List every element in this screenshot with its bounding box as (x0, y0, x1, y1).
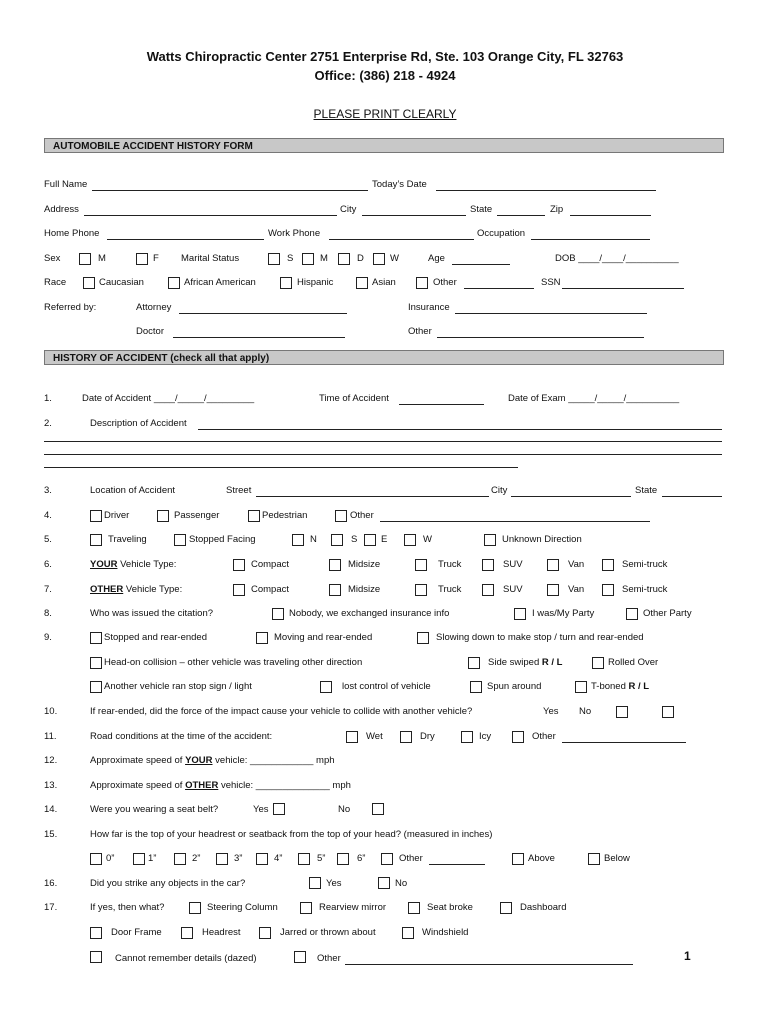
state-label-q3: State (635, 485, 658, 496)
other-object-field[interactable] (345, 964, 633, 965)
description-line-1[interactable] (198, 429, 722, 430)
dashboard-label: Dashboard (520, 902, 567, 913)
speed-your-field[interactable] (90, 755, 335, 767)
your-emphasis: YOUR (90, 559, 118, 570)
other-party-checkbox[interactable] (626, 608, 638, 620)
your-truck-label: Truck (438, 559, 462, 570)
other-emphasis: OTHER (90, 584, 124, 595)
side-swiped-checkbox[interactable] (468, 657, 480, 669)
road-other-field[interactable] (562, 742, 686, 743)
slowing-label: Slowing down to make stop / turn and rear-ended (436, 632, 644, 643)
headrest-other-field[interactable] (429, 864, 485, 865)
spun-around-label: Spun around (487, 681, 542, 692)
strike-no-label: No (395, 878, 408, 889)
todays-date-field[interactable] (436, 190, 656, 191)
rear-ended-question: If rear-ended, did the force of the impact cause your vehicle to collide with another vehicle? (90, 706, 473, 717)
description-line-3[interactable] (44, 454, 722, 455)
sex-f-checkbox[interactable] (136, 253, 148, 265)
east-checkbox[interactable] (364, 534, 376, 546)
marital-d-checkbox[interactable] (338, 253, 350, 265)
rearview-mirror-label: Rearview mirror (319, 902, 387, 913)
other-compact-checkbox[interactable] (233, 584, 245, 596)
doctor-label: Doctor (136, 326, 164, 337)
description-line-4[interactable] (44, 467, 518, 468)
race-asian-checkbox[interactable] (356, 277, 368, 289)
q9-number: 9. (44, 632, 52, 643)
road-question: Road conditions at the time of the accident: (90, 731, 273, 742)
your-suv-label: SUV (503, 559, 523, 570)
q3-number: 3. (44, 485, 52, 496)
race-asian-label: Asian (372, 277, 396, 288)
work-phone-field[interactable] (329, 239, 474, 240)
age-label: Age (428, 253, 445, 264)
city-field-q3[interactable] (511, 496, 631, 497)
race-african-checkbox[interactable] (168, 277, 180, 289)
strike-yes-checkbox[interactable] (309, 877, 321, 889)
passenger-label: Passenger (174, 510, 220, 521)
q17-number: 17. (44, 902, 58, 913)
state-label: State (470, 204, 493, 215)
todays-date-label: Today’s Date (372, 179, 427, 190)
t-boned-rl: R / L (628, 681, 650, 692)
race-label: Race (44, 277, 67, 288)
marital-m-checkbox[interactable] (302, 253, 314, 265)
other-vehicle-type-label (90, 584, 182, 596)
head-on-label: Head-on collision – other vehicle was traveling other direction (104, 657, 363, 668)
seatbelt-yes-label: Yes (253, 804, 269, 815)
windshield-label: Windshield (422, 927, 469, 938)
sex-m-checkbox[interactable] (79, 253, 91, 265)
time-of-accident-label: Time of Accident (319, 393, 389, 404)
other-role-label: Other (350, 510, 374, 521)
other-referral-field[interactable] (437, 337, 644, 338)
your-compact-label: Compact (251, 559, 290, 570)
clinic-address: Watts Chiropractic Center 2751 Enterprise Rd, Ste. 103 Orange City, FL 32763 (146, 49, 624, 64)
seatbelt-yes-checkbox[interactable] (273, 803, 285, 815)
other-object-checkbox[interactable] (294, 951, 306, 963)
t-boned-text: T-boned (591, 681, 629, 692)
q15-number: 15. (44, 829, 58, 840)
q10-yes-checkbox[interactable] (616, 706, 628, 718)
lost-control-checkbox[interactable] (320, 681, 332, 693)
moving-rear-ended-label: Moving and rear-ended (274, 632, 373, 643)
pedestrian-label: Pedestrian (262, 510, 308, 521)
q1-number: 1. (44, 393, 52, 404)
dry-checkbox[interactable] (400, 731, 412, 743)
attorney-field[interactable] (179, 313, 347, 314)
other-semi-checkbox[interactable] (602, 584, 614, 596)
h5-checkbox[interactable] (298, 853, 310, 865)
q7-number: 7. (44, 584, 52, 595)
street-field[interactable] (256, 496, 489, 497)
dry-label: Dry (420, 731, 435, 742)
ran-stop-label: Another vehicle ran stop sign / light (104, 681, 252, 692)
moving-rear-ended-checkbox[interactable] (256, 632, 268, 644)
marital-label: Marital Status (181, 253, 240, 264)
q2-number: 2. (44, 418, 52, 429)
below-label: Below (604, 853, 630, 864)
other-referral-label: Other (408, 326, 432, 337)
rolled-over-checkbox[interactable] (592, 657, 604, 669)
stopped-rear-ended-checkbox[interactable] (90, 632, 102, 644)
vehicle-type-text: Vehicle Type: (123, 584, 183, 595)
traveling-label: Traveling (108, 534, 147, 545)
other-midsize-checkbox[interactable] (329, 584, 341, 596)
insurance-field[interactable] (455, 313, 647, 314)
nobody-label: Nobody, we exchanged insurance info (289, 608, 450, 619)
other-semi-label: Semi-truck (622, 584, 668, 595)
address-label: Address (44, 204, 79, 215)
city-label-q3: City (491, 485, 508, 496)
vehicle-type-text: Vehicle Type: (117, 559, 177, 570)
speed-other-suffix: vehicle: ______________ mph (218, 780, 351, 791)
race-caucasian-label: Caucasian (99, 277, 144, 288)
slowing-checkbox[interactable] (417, 632, 429, 644)
unknown-direction-label: Unknown Direction (502, 534, 582, 545)
state-field[interactable] (497, 215, 545, 216)
windshield-checkbox[interactable] (402, 927, 414, 939)
t-boned-checkbox[interactable] (575, 681, 587, 693)
lost-control-label: lost control of vehicle (342, 681, 431, 692)
speed-your-prefix: Approximate speed of (90, 755, 186, 766)
door-frame-label: Door Frame (111, 927, 162, 938)
occupation-field[interactable] (531, 239, 650, 240)
seatbelt-no-label: No (338, 804, 351, 815)
north-checkbox[interactable] (292, 534, 304, 546)
strike-question: Did you strike any objects in the car? (90, 878, 246, 889)
your-vehicle-type-label (90, 559, 176, 571)
headrest-other-label: Other (399, 853, 423, 864)
q12-number: 12. (44, 755, 58, 766)
other-truck-checkbox[interactable] (415, 584, 427, 596)
doctor-field[interactable] (173, 337, 345, 338)
ran-stop-checkbox[interactable] (90, 681, 102, 693)
print-clearly: PLEASE PRINT CLEARLY (313, 107, 457, 121)
jarred-checkbox[interactable] (259, 927, 271, 939)
rolled-over-label: Rolled Over (608, 657, 659, 668)
icy-label: Icy (479, 731, 492, 742)
h5-label: 5” (317, 853, 326, 864)
ssn-label: SSN (541, 277, 561, 288)
cannot-remember-label: Cannot remember details (dazed) (115, 953, 257, 964)
q11-number: 11. (44, 731, 57, 742)
work-phone-label: Work Phone (268, 228, 321, 239)
section-history-accident: HISTORY OF ACCIDENT (check all that apply) (44, 350, 724, 365)
seat-broke-checkbox[interactable] (408, 902, 420, 914)
side-swiped-label (488, 657, 562, 669)
clinic-phone: Office: (386) 218 - 4924 (314, 68, 456, 83)
sex-f-label: F (153, 253, 159, 264)
head-on-checkbox[interactable] (90, 657, 102, 669)
stopped-facing-checkbox[interactable] (174, 534, 186, 546)
other-van-label: Van (568, 584, 585, 595)
icy-checkbox[interactable] (461, 731, 473, 743)
marital-s-checkbox[interactable] (268, 253, 280, 265)
race-other-label: Other (433, 277, 457, 288)
west-checkbox[interactable] (404, 534, 416, 546)
side-swiped-rl: R / L (541, 657, 563, 668)
steering-column-label: Steering Column (207, 902, 278, 913)
race-caucasian-checkbox[interactable] (83, 277, 95, 289)
other-object-label: Other (317, 953, 341, 964)
address-field[interactable] (84, 215, 337, 216)
marital-m-label: M (320, 253, 328, 264)
h0-label: 0” (106, 853, 115, 864)
below-checkbox[interactable] (588, 853, 600, 865)
race-other-checkbox[interactable] (416, 277, 428, 289)
dashboard-checkbox[interactable] (500, 902, 512, 914)
spun-around-checkbox[interactable] (470, 681, 482, 693)
rearview-mirror-checkbox[interactable] (300, 902, 312, 914)
strike-no-checkbox[interactable] (378, 877, 390, 889)
other-suv-checkbox[interactable] (482, 584, 494, 596)
traveling-checkbox[interactable] (90, 534, 102, 546)
state-field-q3[interactable] (662, 496, 722, 497)
city-label: City (340, 204, 357, 215)
race-african-label: African American (184, 277, 256, 288)
q10-yes-label: Yes (543, 706, 559, 717)
other-compact-label: Compact (251, 584, 290, 595)
age-field[interactable] (452, 264, 510, 265)
marital-s-label: S (287, 253, 294, 264)
south-label: S (351, 534, 358, 545)
race-hispanic-checkbox[interactable] (280, 277, 292, 289)
speed-your-suffix: vehicle: ____________ mph (212, 755, 335, 766)
strike-yes-label: Yes (326, 878, 342, 889)
headrest-label: Headrest (202, 927, 241, 938)
your-compact-checkbox[interactable] (233, 559, 245, 571)
headrest-question: How far is the top of your headrest or seatback from the top of your head? (measured in inches) (90, 829, 493, 840)
speed-other-emphasis: OTHER (185, 780, 219, 791)
speed-other-prefix: Approximate speed of (90, 780, 186, 791)
date-of-accident-field[interactable]: Date of Accident ____/_____/_________ (82, 393, 255, 404)
zip-label: Zip (550, 204, 564, 215)
q16-number: 16. (44, 878, 58, 889)
referred-label: Referred by: (44, 302, 97, 313)
speed-other-field[interactable] (90, 780, 351, 792)
wet-checkbox[interactable] (346, 731, 358, 743)
other-van-checkbox[interactable] (547, 584, 559, 596)
your-truck-checkbox[interactable] (415, 559, 427, 571)
h4-label: 4” (274, 853, 283, 864)
other-party-label: Other Party (643, 608, 692, 619)
attorney-label: Attorney (136, 302, 172, 313)
i-was-label: I was/My Party (532, 608, 595, 619)
jarred-label: Jarred or thrown about (280, 927, 376, 938)
other-midsize-label: Midsize (348, 584, 381, 595)
h0-checkbox[interactable] (90, 853, 102, 865)
race-other-field[interactable] (464, 288, 534, 289)
h3-label: 3” (234, 853, 243, 864)
location-label: Location of Accident (90, 485, 176, 496)
wet-label: Wet (366, 731, 383, 742)
time-of-accident-field[interactable] (399, 404, 484, 405)
headrest-other-checkbox[interactable] (381, 853, 393, 865)
south-checkbox[interactable] (331, 534, 343, 546)
h6-checkbox[interactable] (337, 853, 349, 865)
your-midsize-label: Midsize (348, 559, 381, 570)
i-was-checkbox[interactable] (514, 608, 526, 620)
q8-number: 8. (44, 608, 52, 619)
t-boned-label (591, 681, 649, 693)
unknown-direction-checkbox[interactable] (484, 534, 496, 546)
road-other-checkbox[interactable] (512, 731, 524, 743)
marital-w-label: W (390, 253, 399, 264)
above-checkbox[interactable] (512, 853, 524, 865)
sex-label: Sex (44, 253, 61, 264)
stopped-rear-ended-label: Stopped and rear-ended (104, 632, 207, 643)
city-field[interactable] (362, 215, 466, 216)
door-frame-checkbox[interactable] (90, 927, 102, 939)
q10-number: 10. (44, 706, 58, 717)
ssn-field[interactable] (562, 288, 684, 289)
description-line-2[interactable] (44, 441, 722, 442)
your-midsize-checkbox[interactable] (329, 559, 341, 571)
q13-number: 13. (44, 780, 58, 791)
description-label: Description of Accident (90, 418, 187, 429)
race-hispanic-label: Hispanic (297, 277, 334, 288)
your-semi-checkbox[interactable] (602, 559, 614, 571)
date-of-exam-field[interactable]: Date of Exam _____/_____/__________ (508, 393, 680, 404)
steering-column-checkbox[interactable] (189, 902, 201, 914)
h1-checkbox[interactable] (133, 853, 145, 865)
passenger-checkbox[interactable] (157, 510, 169, 522)
seatbelt-question: Were you wearing a seat belt? (90, 804, 219, 815)
full-name-field[interactable] (92, 190, 368, 191)
your-suv-checkbox[interactable] (482, 559, 494, 571)
other-role-field[interactable] (380, 521, 650, 522)
q6-number: 6. (44, 559, 52, 570)
seat-broke-label: Seat broke (427, 902, 473, 913)
your-semi-label: Semi-truck (622, 559, 668, 570)
cannot-remember-checkbox[interactable] (90, 951, 102, 963)
driver-checkbox[interactable] (90, 510, 102, 522)
h2-checkbox[interactable] (174, 853, 186, 865)
q14-number: 14. (44, 804, 58, 815)
nobody-checkbox[interactable] (272, 608, 284, 620)
h2-label: 2” (192, 853, 201, 864)
h4-checkbox[interactable] (256, 853, 268, 865)
your-van-label: Van (568, 559, 585, 570)
occupation-label: Occupation (477, 228, 526, 239)
seatbelt-no-checkbox[interactable] (372, 803, 384, 815)
home-phone-field[interactable] (107, 239, 264, 240)
speed-your-emphasis: YOUR (185, 755, 213, 766)
east-label: E (381, 534, 388, 545)
q10-no-label: No (579, 706, 592, 717)
other-suv-label: SUV (503, 584, 523, 595)
what-question: If yes, then what? (90, 902, 165, 913)
dob-field[interactable]: DOB ____/____/__________ (555, 253, 679, 264)
h3-checkbox[interactable] (216, 853, 228, 865)
marital-w-checkbox[interactable] (373, 253, 385, 265)
q5-number: 5. (44, 534, 52, 545)
other-role-checkbox[interactable] (335, 510, 347, 522)
marital-d-label: D (357, 253, 364, 264)
street-label: Street (226, 485, 252, 496)
driver-label: Driver (104, 510, 130, 521)
page-number: 1 (684, 949, 691, 963)
q10-no-checkbox[interactable] (662, 706, 674, 718)
citation-question: Who was issued the citation? (90, 608, 214, 619)
section-automobile-accident: AUTOMOBILE ACCIDENT HISTORY FORM (44, 138, 724, 153)
sex-m-label: M (98, 253, 106, 264)
other-truck-label: Truck (438, 584, 462, 595)
headrest-checkbox[interactable] (181, 927, 193, 939)
q4-number: 4. (44, 510, 52, 521)
side-swiped-text: Side swiped (488, 657, 542, 668)
zip-field[interactable] (570, 215, 651, 216)
pedestrian-checkbox[interactable] (248, 510, 260, 522)
insurance-label: Insurance (408, 302, 450, 313)
above-label: Above (528, 853, 555, 864)
stopped-facing-label: Stopped Facing (189, 534, 256, 545)
h1-label: 1” (148, 853, 157, 864)
home-phone-label: Home Phone (44, 228, 100, 239)
h6-label: 6” (357, 853, 366, 864)
your-van-checkbox[interactable] (547, 559, 559, 571)
north-label: N (310, 534, 317, 545)
road-other-label: Other (532, 731, 556, 742)
full-name-label: Full Name (44, 179, 88, 190)
west-label: W (423, 534, 432, 545)
